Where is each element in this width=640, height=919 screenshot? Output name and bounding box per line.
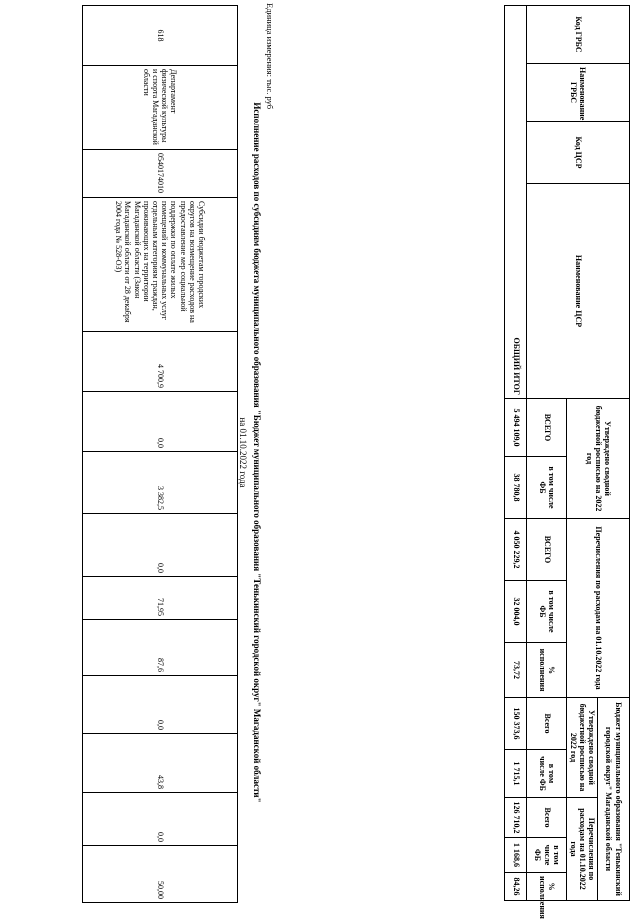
total-value: 1 715,1 — [505, 750, 527, 798]
value-cell: 87,6 — [83, 620, 238, 676]
report-date: на 01.10.2022 года — [238, 417, 248, 488]
total-value: 5 494 109,0 — [505, 399, 527, 457]
units-note: Единица измерения: тыс. руб — [265, 3, 275, 110]
total-value: 73,72 — [505, 643, 527, 698]
hdr-transferred: Перечисления по расходам на 01.10.2022 года — [567, 519, 630, 698]
top-table — [82, 5, 238, 903]
total-value: 84,26 — [505, 873, 527, 901]
hdr-name-csr: Наименование ЦСР — [527, 184, 630, 399]
hdr-kod-csr: Код ЦСР — [527, 122, 630, 184]
hdr-vsego: ВСЕГО — [527, 519, 567, 581]
total-value: 4 050 229,2 — [505, 519, 527, 581]
csr-code-cell: 0540174010 — [83, 150, 238, 198]
report-title: Исполнение расходов по субсидиям бюджета муниципального образования "Бюджет муниципального образования "Тенькинский городской округ" Магаданской области" — [252, 102, 262, 803]
hdr-incl-fb-mo: в том числе ФБ — [527, 750, 567, 798]
value-cell: 0,0 — [83, 392, 238, 452]
summary-table — [504, 5, 630, 919]
hdr-approved: Утверждено сводной бюджетной росписью на 2022 год — [567, 399, 630, 519]
value-cell: 0,0 — [83, 676, 238, 734]
hdr-incl-fb: в том числе ФБ — [527, 457, 567, 519]
total-value: 32 004,0 — [505, 581, 527, 643]
value-cell: 43,8 — [83, 734, 238, 793]
total-label: ОБЩИЙ ИТОГ — [505, 6, 527, 399]
hdr-name-grbs: Наименование ГРБС — [527, 64, 630, 122]
hdr-vsego-mo: Всего — [527, 698, 567, 750]
hdr-pct: % исполнения — [527, 643, 567, 698]
hdr-incl-fb-mo: в том числе ФБ — [527, 838, 567, 873]
total-value: 126 710,2 — [505, 798, 527, 838]
hdr-approved-mo: Утверждено сводной бюджетной росписью на 2022 год — [567, 698, 598, 798]
hdr-vsego-mo: Всего — [527, 798, 567, 838]
value-cell: 71,95 — [83, 577, 238, 620]
hdr-budget-mo: Бюджет муниципального образования "Тенькинский городской округ" Магаданской области — [598, 698, 630, 901]
value-cell: 4 700,9 — [83, 332, 238, 392]
value-cell: 50,00 — [83, 846, 238, 903]
hdr-vsego: ВСЕГО — [527, 399, 567, 457]
hdr-pct-mo: % исполнения — [527, 873, 567, 901]
value-cell: 3 382,5 — [83, 452, 238, 514]
total-value: 38 780,8 — [505, 457, 527, 519]
grbs-name-cell: Департамент физической культуры и спорта Магаданской области — [83, 66, 238, 150]
total-value: 150 373,6 — [505, 698, 527, 750]
hdr-kod-grbs: Код ГРБС — [527, 6, 630, 64]
hdr-incl-fb: в том числе ФБ — [527, 581, 567, 643]
grbs-code-cell: 618 — [83, 6, 238, 66]
value-cell: 0,0 — [83, 793, 238, 846]
total-value: 1 168,6 — [505, 838, 527, 873]
value-cell: 0,0 — [83, 514, 238, 577]
csr-name-cell: Субсидии бюджетам городских округов на возмещение расходов на предоставление мер социальной поддержки по оплате жилых помещений и коммунальных услуг отдельным категориям граждан, проживающих на территории Магаданской области (Закон Магаданской области от 28 декабря 2004 года № 528-ОЗ) — [83, 198, 238, 332]
hdr-transferred-mo: Перечисления по расходам на 01.10.2022 года — [567, 798, 598, 901]
